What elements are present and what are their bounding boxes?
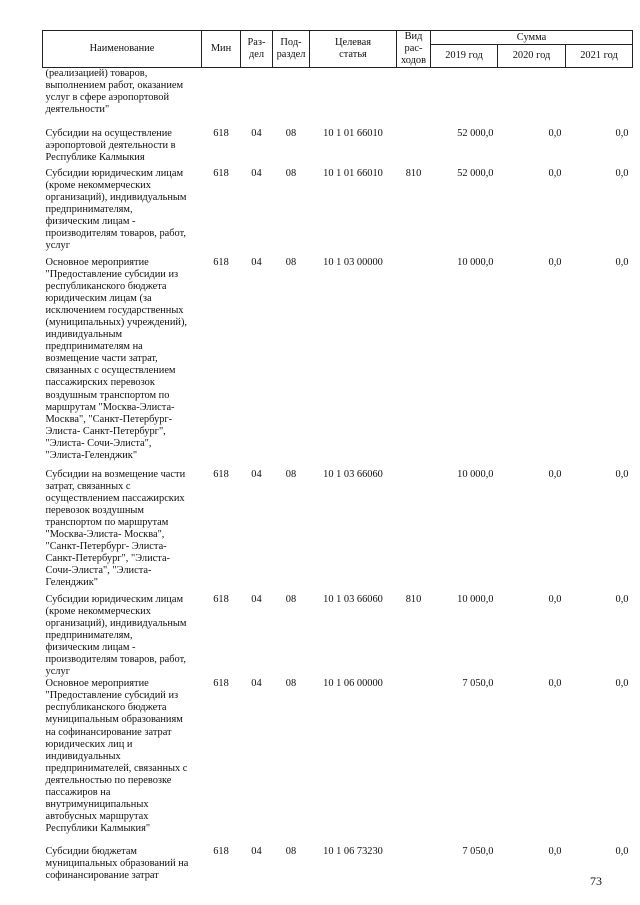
row-podrazdel: 08 xyxy=(285,167,297,179)
row-min: 618 xyxy=(213,167,229,179)
table-row xyxy=(43,469,633,594)
table-row xyxy=(43,846,633,886)
table-body xyxy=(43,68,633,887)
row-name: Основное мероприятие "Предоставление субсидии из республиканского бюджета юридическим лицам (за исключением государственных (муниципальных) учреждений), индивидуальным предпринимателям на возмещение части затрат, связанных с осуществлением пассажирских перевозок воздушным транспортом по маршрутам "Москва-Элиста- Москва", "Санкт-Петербург- Элиста- Санкт-Петербург", "Элиста- Сочи-Элиста", "Элиста-Геленджик" xyxy=(45,256,188,461)
row-podrazdel xyxy=(273,68,310,128)
row-sum-2021: 0,0 xyxy=(615,593,629,605)
header-target: Целевая статья xyxy=(310,31,397,68)
row-podrazdel: 08 xyxy=(285,846,297,858)
row-sum-2019: 10 000,0 xyxy=(457,468,494,480)
table-row xyxy=(43,128,633,168)
row-sum-2019 xyxy=(431,68,498,128)
row-sum-2020: 0,0 xyxy=(548,256,562,268)
header-2019: 2019 год xyxy=(431,45,498,68)
row-target: 10 1 06 73230 xyxy=(323,846,383,858)
header-sum: Сумма xyxy=(431,31,633,45)
header-2021: 2021 год xyxy=(566,45,633,68)
row-razdel: 04 xyxy=(251,678,262,690)
row-name: Субсидии на возмещение части затрат, связанных с осуществлением пассажирских перевозок воздушным транспортом по маршрутам "Москва-Элиста- Москва", "Санкт-Петербург- Элиста- Санкт-Петербург", "Элиста- Сочи-Элиста", "Элиста- Геленджик" xyxy=(45,468,186,589)
row-vid xyxy=(397,469,431,594)
row-razdel: 04 xyxy=(251,846,262,858)
row-sum-2019: 52 000,0 xyxy=(457,167,494,179)
header-name: Наименование xyxy=(43,31,202,68)
row-vid xyxy=(397,678,431,846)
budget-table xyxy=(42,30,633,886)
table-row xyxy=(43,168,633,257)
row-podrazdel: 08 xyxy=(285,256,297,268)
row-name: Субсидии юридическим лицам (кроме некоммерческих организаций), индивидуальным предпринимателям, физическим лицам - производителям товаров, работ, услуг xyxy=(45,167,187,252)
table-header xyxy=(43,31,633,68)
row-razdel: 04 xyxy=(251,468,262,480)
row-min: 618 xyxy=(213,256,229,268)
row-razdel xyxy=(241,68,273,128)
row-sum-2019: 7 050,0 xyxy=(462,678,494,690)
header-2020: 2020 год xyxy=(498,45,566,68)
row-sum-2020 xyxy=(498,68,566,128)
row-vid xyxy=(397,68,431,128)
row-sum-2021: 0,0 xyxy=(615,167,629,179)
row-min xyxy=(202,68,241,128)
row-target: 10 1 03 66060 xyxy=(323,468,383,480)
table-row xyxy=(43,594,633,679)
row-razdel: 04 xyxy=(251,127,262,139)
row-podrazdel: 08 xyxy=(285,468,297,480)
row-podrazdel: 08 xyxy=(285,593,297,605)
row-min: 618 xyxy=(213,678,229,690)
row-sum-2020: 0,0 xyxy=(548,167,562,179)
table-row xyxy=(43,68,633,128)
row-sum-2021 xyxy=(566,68,633,128)
row-podrazdel: 08 xyxy=(285,127,297,139)
row-razdel: 04 xyxy=(251,593,262,605)
row-sum-2019: 10 000,0 xyxy=(457,256,494,268)
row-name: Субсидии бюджетам муниципальных образований на софинансирование затрат xyxy=(45,846,189,882)
row-razdel: 04 xyxy=(251,167,262,179)
row-target xyxy=(310,68,397,128)
row-name: (реализацией) товаров, выполнением работ, оказанием услуг в сфере аэропортовой деятельности" xyxy=(45,68,184,116)
row-name: Субсидии юридическим лицам (кроме некоммерческих организаций), индивидуальным предпринимателям, физическим лицам - производителям товаров, работ, услуг xyxy=(45,593,187,678)
row-name: Основное мероприятие "Предоставление субсидий из республиканского бюджета муниципальным образованиям на софинансирование затрат юридических лиц и индивидуальных предпринимателей, связанных с деятельностью по перевозке пассажиров на внутримуниципальных автобусных маршрутах Республики Калмыкия" xyxy=(45,678,188,835)
row-sum-2020: 0,0 xyxy=(548,468,562,480)
row-sum-2020: 0,0 xyxy=(548,678,562,690)
row-sum-2019: 7 050,0 xyxy=(462,846,494,858)
row-vid: 810 xyxy=(405,167,422,179)
row-target: 10 1 03 66060 xyxy=(323,593,383,605)
row-razdel: 04 xyxy=(251,256,262,268)
row-target: 10 1 03 00000 xyxy=(323,256,383,268)
row-sum-2021: 0,0 xyxy=(615,468,629,480)
row-target: 10 1 01 66010 xyxy=(323,167,383,179)
row-sum-2019: 52 000,0 xyxy=(457,127,494,139)
row-target: 10 1 06 00000 xyxy=(323,678,383,690)
table-row xyxy=(43,257,633,469)
header-vid: Вид рас- ходов xyxy=(397,31,431,68)
row-sum-2021: 0,0 xyxy=(615,678,629,690)
row-sum-2021: 0,0 xyxy=(615,846,629,858)
row-sum-2021: 0,0 xyxy=(615,256,629,268)
row-min: 618 xyxy=(213,846,229,858)
row-sum-2019: 10 000,0 xyxy=(457,593,494,605)
header-min: Мин xyxy=(202,31,241,68)
row-vid xyxy=(397,257,431,469)
header-podrazdel: Под- раздел xyxy=(273,31,310,68)
row-vid xyxy=(397,128,431,168)
table-row xyxy=(43,678,633,846)
row-min: 618 xyxy=(213,593,229,605)
row-min: 618 xyxy=(213,468,229,480)
row-podrazdel: 08 xyxy=(285,678,297,690)
page-number: 73 xyxy=(590,874,602,888)
row-sum-2020: 0,0 xyxy=(548,846,562,858)
row-vid: 810 xyxy=(405,593,422,605)
row-name: Субсидии на осуществление аэропортовой деятельности в Республике Калмыкия xyxy=(45,127,176,163)
row-min: 618 xyxy=(213,127,229,139)
header-razdel: Раз- дел xyxy=(241,31,273,68)
row-target: 10 1 01 66010 xyxy=(323,127,383,139)
row-vid xyxy=(397,846,431,886)
row-sum-2020: 0,0 xyxy=(548,127,562,139)
row-sum-2020: 0,0 xyxy=(548,593,562,605)
row-sum-2021: 0,0 xyxy=(615,127,629,139)
